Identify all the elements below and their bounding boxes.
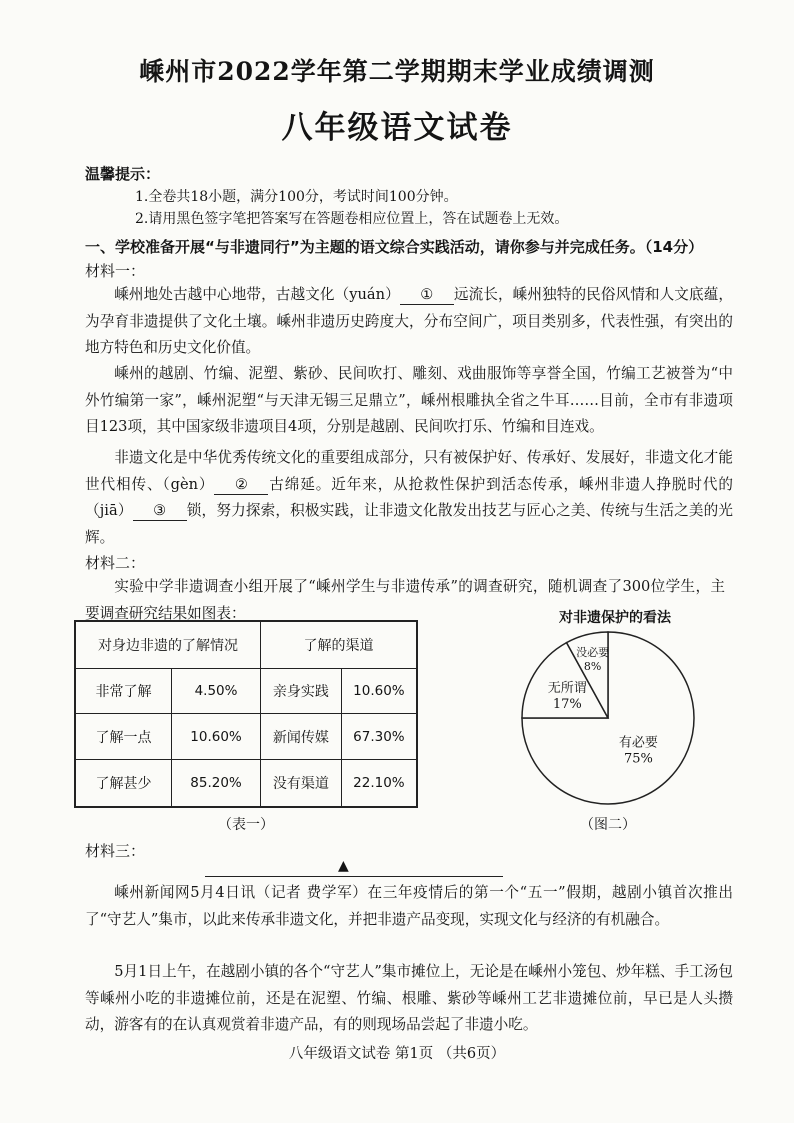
material1-paragraph: [85, 445, 733, 551]
table-header: 了解的渠道: [261, 621, 417, 668]
pie-label: 无所谓: [547, 680, 587, 696]
blank-number: ③: [153, 502, 167, 519]
pie-label: 有必要: [618, 735, 658, 751]
table-cell: 没有渠道: [261, 760, 342, 807]
chart-caption: （图二）: [580, 817, 636, 833]
pie-value-label: 75%: [623, 751, 653, 767]
question-heading: 一、学校准备开展“与非遗同行”为主题的语文综合实践活动，请你参与并完成任务。（14分）: [85, 238, 704, 256]
table-cell: 亲身实践: [261, 668, 342, 714]
pie-value-label: 8%: [583, 660, 602, 674]
page-footer: 八年级语文试卷 第1页 （共6页）: [288, 1046, 506, 1062]
table-cell: 了解甚少: [75, 760, 171, 807]
pie-chart: [518, 628, 698, 808]
text-run: 嵊州地处古越中心地带，古越文化（yuán）: [114, 286, 400, 303]
material3-paragraph: 5月1日上午，在越剧小镇的各个“守艺人”集市摊位上，无论是在嵊州小笼包、炒年糕、手工汤包等嵊州小吃的非遗摊位前，还是在泥塑、竹编、根雕、紫砂等嵊州工艺非遗摊位前，早已是人头攒动，游客有的在认真观赏着非遗产品，有的则现场品尝起了非遗小吃。: [85, 963, 733, 1033]
blank-number: ①: [420, 286, 434, 303]
text-run: 远流长，嵊州独特的民俗风情和人文底蕴，为孕育非遗提供了文化土壤。嵊州非遗历史跨度大，分布空间广，项目类别多，代表性强，有突出的地方特色和历史文化价值。: [85, 286, 733, 356]
answer-blank: [400, 286, 454, 305]
title-blank-line: [205, 876, 503, 877]
answer-blank: [133, 502, 187, 521]
text-run: 锁，努力探索，积极实践，让非遗文化散发出技艺与匠心之美、传统与生活之美的光辉。: [85, 502, 733, 546]
material1-paragraph: 嵊州的越剧、竹编、泥塑、紫砂、民间吹打、雕刻、戏曲服饰等享誉全国，竹编工艺被誉为“中外竹编第一家”，嵊州泥塑“与天津无锡三足鼎立”，嵊州根雕执全省之牛耳……目前，全市有非遗项目123项，其中国家级非遗项目4项，分别是越剧、民间吹打乐、竹编和目连戏。: [85, 365, 733, 435]
table-cell: 67.30%: [341, 714, 417, 760]
table-row: [75, 760, 417, 807]
blank-number: ②: [234, 475, 248, 493]
table-cell: 10.60%: [341, 668, 417, 714]
table-cell: 新闻传媒: [261, 714, 342, 760]
table-cell: 4.50%: [171, 668, 260, 714]
table-row: [75, 668, 417, 714]
material-label: 材料三：: [85, 842, 146, 860]
title-placeholder-mark: ▲: [338, 858, 349, 874]
table-cell: 了解一点: [75, 714, 171, 760]
material1-paragraph: [85, 282, 733, 362]
material-label: 材料二：: [85, 554, 146, 572]
text-run: 非遗文化是中华优秀传统文化的重要组成部分，只有被保护好、传承好、发展好，非遗文化才能世代相传、（gèn）: [85, 449, 733, 493]
survey-table: [74, 620, 418, 808]
text-run: 古绵延。近年来，从抢救性保护到活态传承，嵊州非遗人挣脱时代的（jiā）: [85, 475, 733, 519]
exam-title: 嵊州市2022学年第二学期期末学业成绩调测: [139, 57, 655, 86]
material2-paragraph: 实验中学非遗调查小组开展了“嵊州学生与非遗传承”的调查研究，随机调查了300位学生，主要调查研究结果如图表：: [85, 578, 725, 622]
pie-value-label: 17%: [552, 696, 582, 712]
tip-item: 2.请用黑色签字笔把答案写在答题卷相应位置上，答在试题卷上无效。: [135, 211, 569, 227]
material3-paragraph: 嵊州新闻网5月4日讯（记者 费学军）在三年疫情后的第一个“五一”假期，越剧小镇首次推出了“守艺人”集市，以此来传承非遗文化，并把非遗产品变现，实现文化与经济的有机融合。: [85, 884, 733, 928]
material-label: 材料一：: [85, 262, 146, 280]
table-caption: （表一）: [218, 817, 274, 833]
table-cell: 22.10%: [341, 760, 417, 807]
tip-item: 1.全卷共18小题，满分100分，考试时间100分钟。: [135, 189, 458, 205]
table-cell: 10.60%: [171, 714, 260, 760]
table-header-row: [75, 621, 417, 668]
table-cell: 非常了解: [75, 668, 171, 714]
chart-title: 对非遗保护的看法: [559, 610, 671, 626]
table-cell: 85.20%: [171, 760, 260, 807]
exam-subtitle: 八年级语文试卷: [281, 110, 513, 146]
pie-label: 没必要: [576, 646, 610, 660]
table-header: 对身边非遗的了解情况: [75, 621, 261, 668]
tips-heading: 温馨提示：: [85, 165, 161, 183]
table-row: [75, 714, 417, 760]
answer-blank: [214, 476, 268, 495]
